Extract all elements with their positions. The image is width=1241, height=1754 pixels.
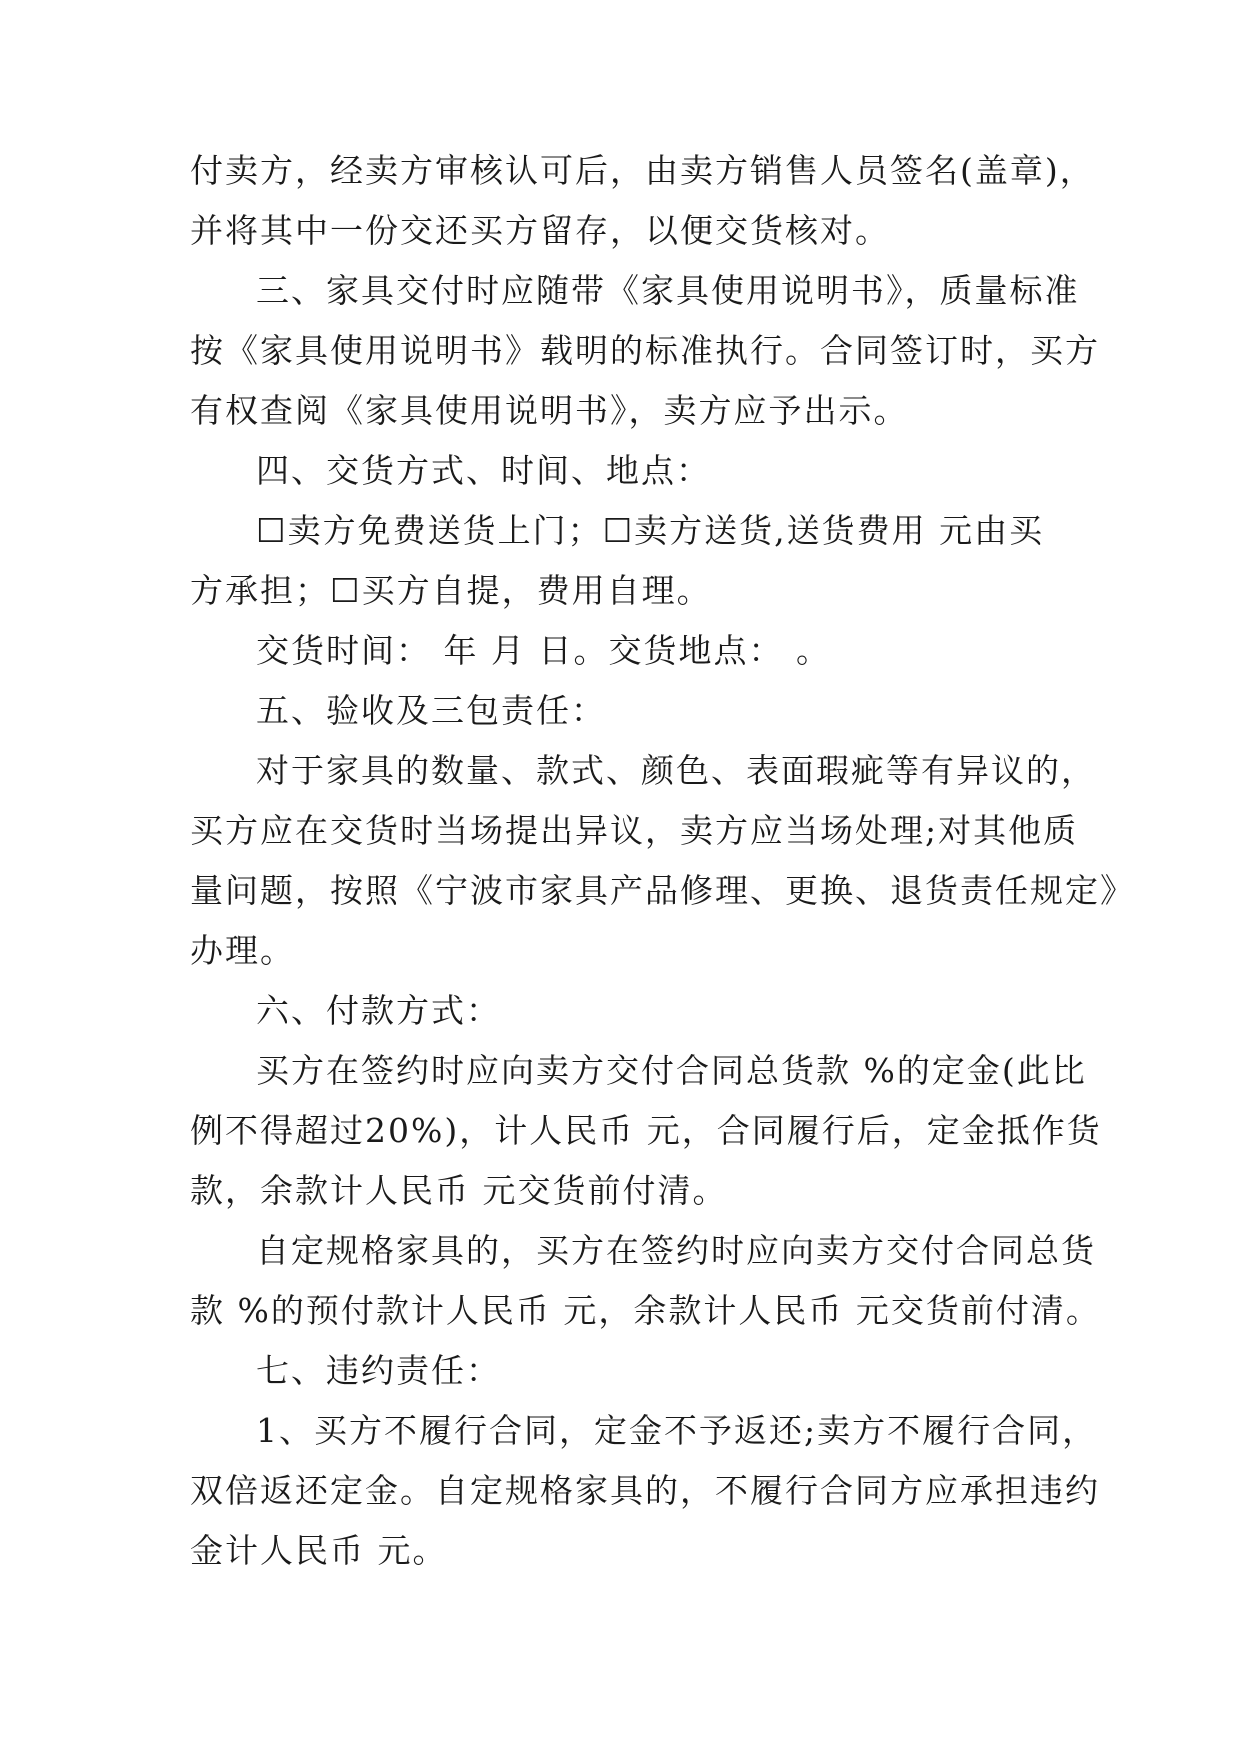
text-line: 自定规格家具的，买方在签约时应向卖方交付合同总货 [256,1231,1096,1270]
text-line: 对于家具的数量、款式、颜色、表面瑕疵等有异议的， [256,751,1096,790]
text-line: 金计人民币 元。 [190,1531,448,1570]
text-line: ☐卖方免费送货上门；☐卖方送货,送货费用 元由买 [256,511,1045,550]
text-line: 有权查阅《家具使用说明书》，卖方应予出示。 [190,391,909,430]
text-line: 按《家具使用说明书》载明的标准执行。合同签订时，买方 [190,331,1100,370]
text-line: 例不得超过20%)，计人民币 元，合同履行后，定金抵作货 [190,1111,1102,1150]
text-line: 五、验收及三包责任： [256,691,606,730]
text-line: 买方应在交货时当场提出异议，卖方应当场处理;对其他质 [190,811,1079,850]
text-line: 三、家具交付时应随带《家具使用说明书》，质量标准 [256,271,1080,310]
text-line: 并将其中一份交还买方留存，以便交货核对。 [190,211,890,250]
text-line: 款，余款计人民币 元交货前付清。 [190,1171,728,1210]
text-line: 办理。 [190,931,295,970]
text-line: 双倍返还定金。自定规格家具的，不履行合同方应承担违约 [190,1471,1100,1510]
text-line: 1、买方不履行合同，定金不予返还;卖方不履行合同， [256,1411,1098,1450]
text-line: 款 %的预付款计人民币 元，余款计人民币 元交货前付清。 [190,1291,1101,1330]
text-line: 方承担；☐买方自提，费用自理。 [190,571,712,610]
text-line: 六、付款方式： [256,991,501,1030]
text-line: 付卖方，经卖方审核认可后，由卖方销售人员签名(盖章)， [190,151,1095,190]
text-line: 四、交货方式、时间、地点： [256,451,711,490]
text-line: 量问题，按照《宁波市家具产品修理、更换、退货责任规定》 [190,871,1135,910]
text-line: 七、违约责任： [256,1351,501,1390]
text-line: 买方在签约时应向卖方交付合同总货款 %的定金(此比 [256,1051,1087,1090]
text-line: 交货时间： 年 月 日。交货地点： 。 [256,631,831,670]
